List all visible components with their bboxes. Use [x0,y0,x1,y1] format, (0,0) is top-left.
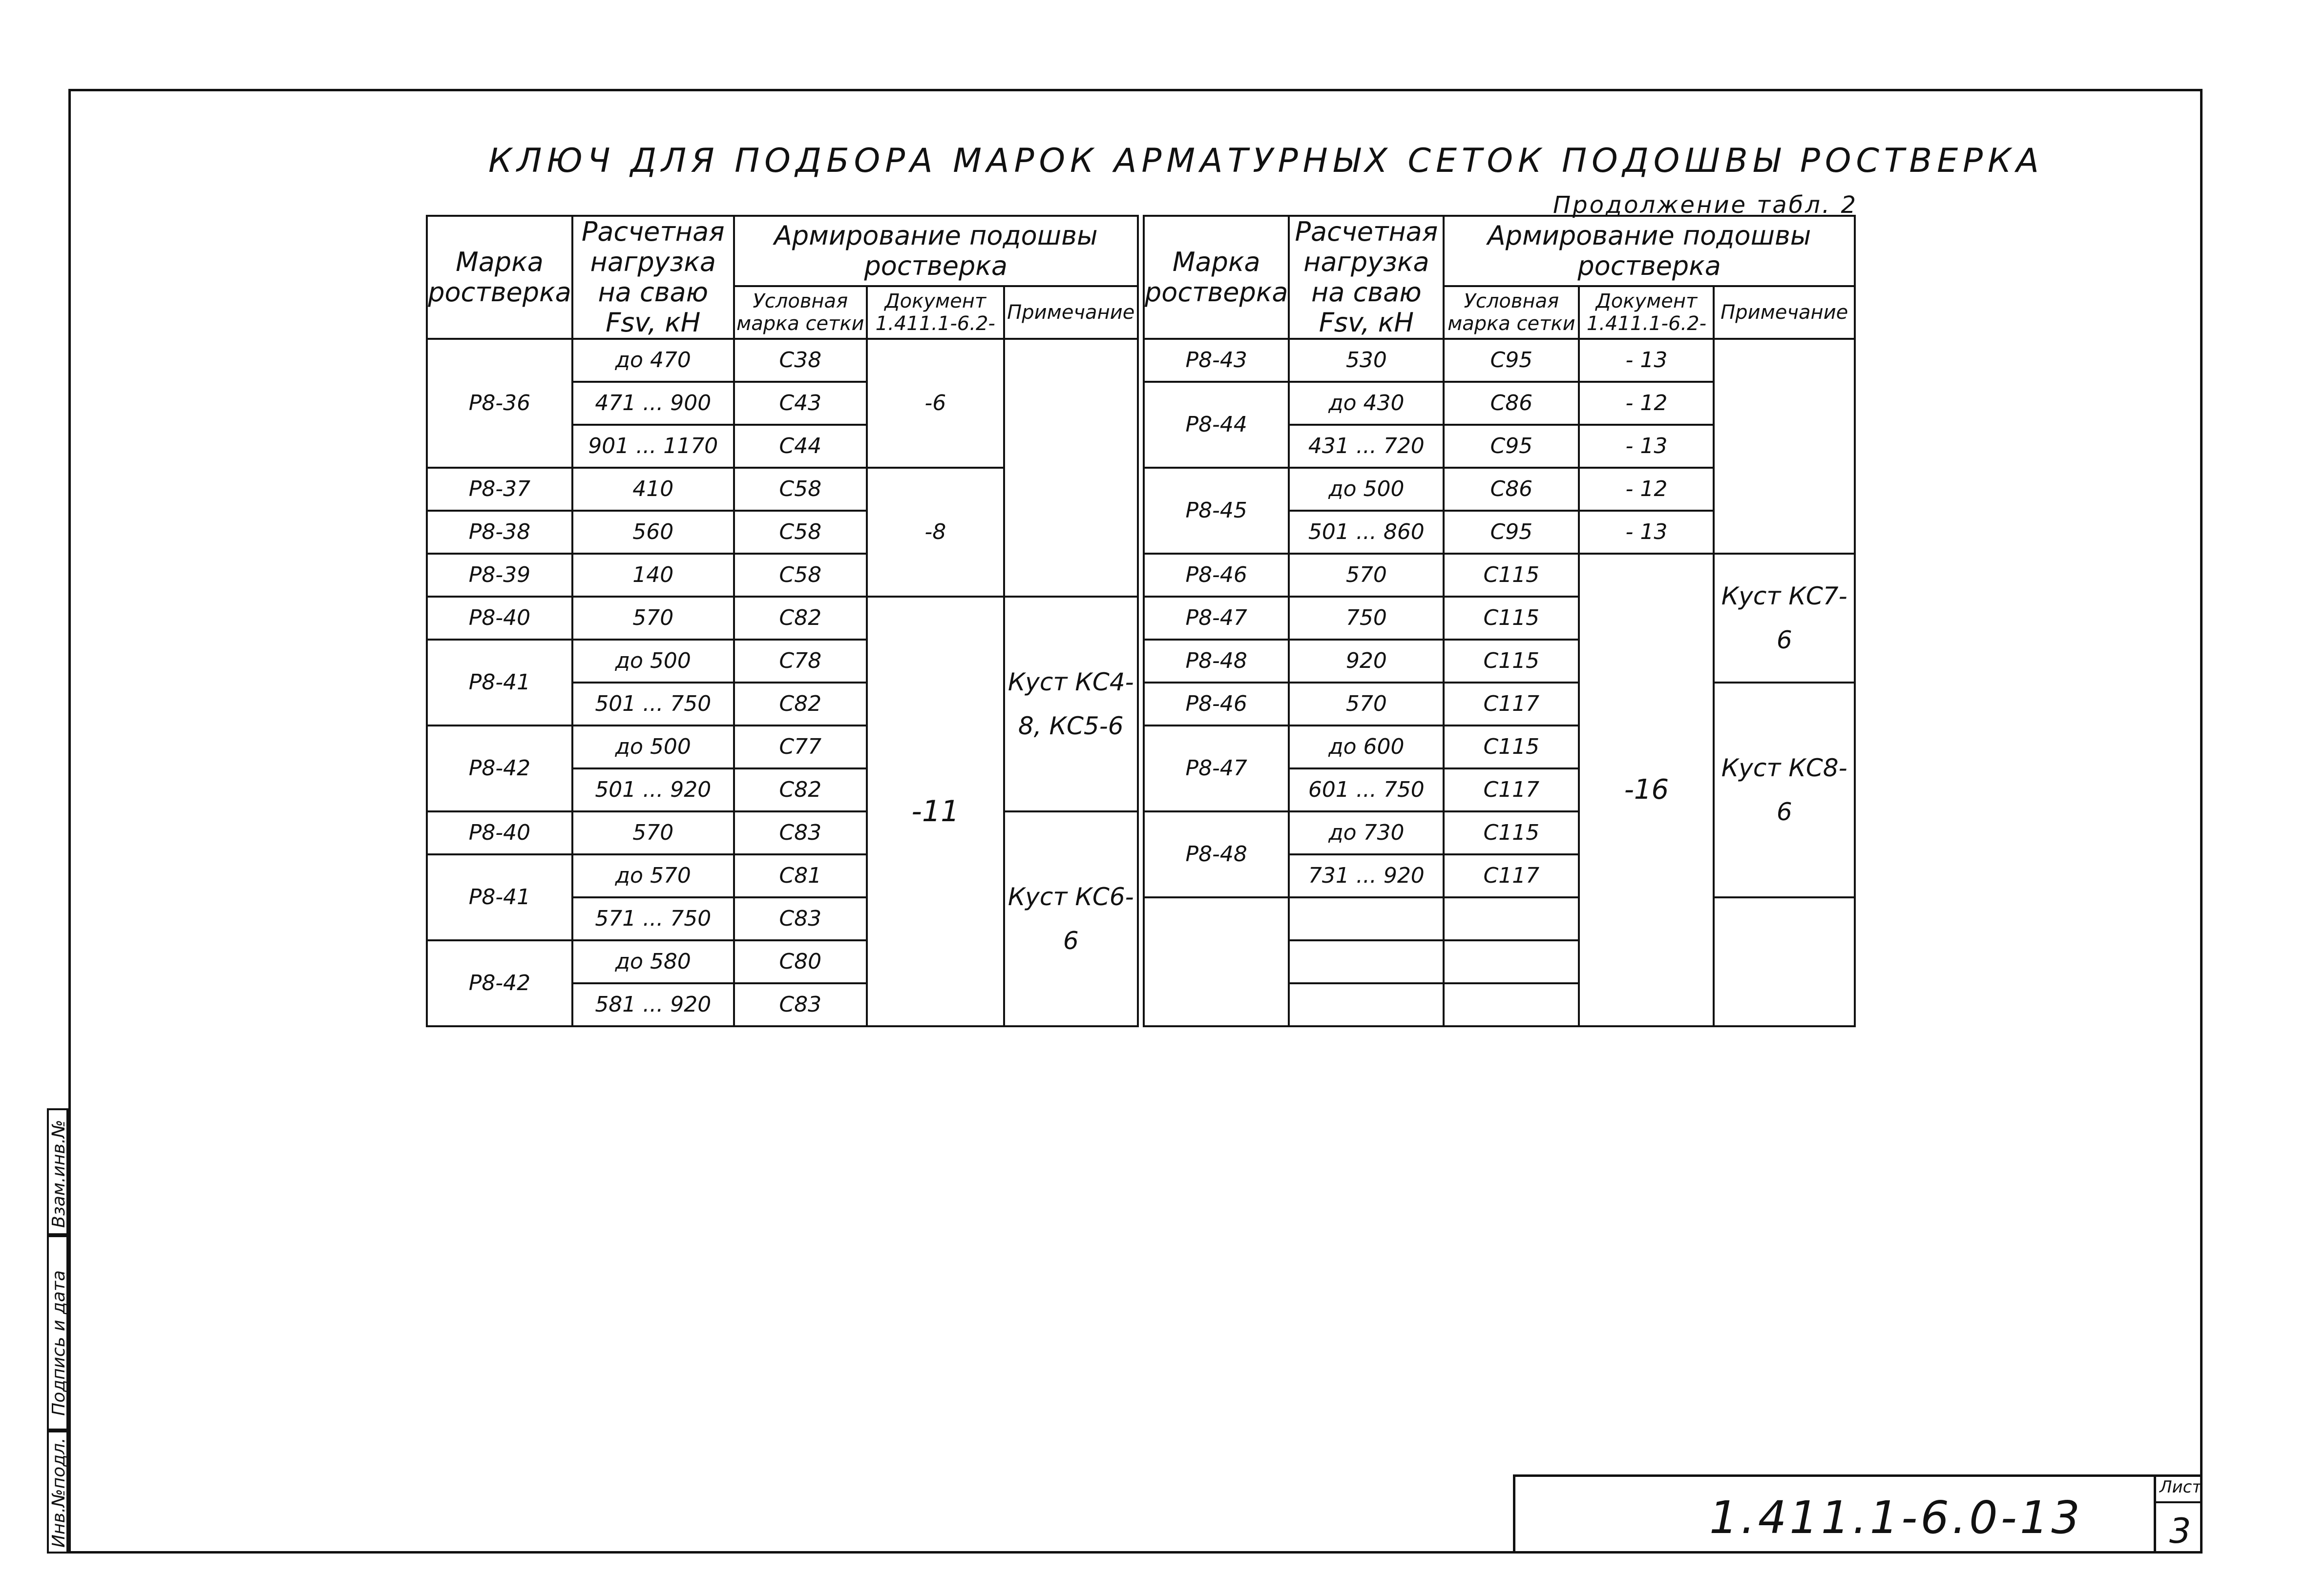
header-reinforcement: Армирование подошвы ростверка [734,216,1138,286]
header-note: Примечание [1714,286,1855,339]
mesh-cell: С83 [734,811,867,854]
empty-cell [1289,897,1444,940]
sheet-number: 3 [2169,1511,2191,1551]
mark-cell: Р8-41 [427,854,572,940]
mesh-cell: С77 [734,725,867,768]
sheet-label: Лист [2160,1477,2202,1497]
mark-cell: Р8-46 [1144,683,1289,725]
header-doc: Документ 1.411.1-6.2- [867,286,1004,339]
mesh-cell: С115 [1444,811,1579,854]
load-cell: 560 [572,511,734,554]
mark-cell: Р8-45 [1144,468,1289,554]
mesh-cell: С95 [1444,511,1579,554]
header-mark: Марка ростверка [427,216,572,339]
load-cell: 501 ... 920 [572,768,734,811]
mark-cell: Р8-47 [1144,597,1289,640]
mark-cell: Р8-42 [427,940,572,1026]
load-cell: 601 ... 750 [1289,768,1444,811]
mesh-cell: С82 [734,683,867,725]
mesh-cell: С115 [1444,554,1579,597]
mesh-cell: С82 [734,768,867,811]
load-cell: до 600 [1289,725,1444,768]
mesh-cell: С78 [734,640,867,683]
mark-cell: Р8-47 [1144,725,1289,811]
doc-cell: - 13 [1579,339,1714,382]
mesh-cell: С86 [1444,382,1579,425]
load-cell: 501 ... 860 [1289,511,1444,554]
mesh-cell: С44 [734,425,867,468]
mesh-cell: С117 [1444,768,1579,811]
mesh-cell: С115 [1444,725,1579,768]
header-reinforcement: Армирование подошвы ростверка [1444,216,1855,286]
mesh-cell: С117 [1444,683,1579,725]
empty-cell [1444,983,1579,1026]
mesh-cell: С58 [734,554,867,597]
mark-cell: Р8-48 [1144,811,1289,897]
doc-cell: - 13 [1579,511,1714,554]
note-cell [1004,339,1138,597]
doc-cell: -11 [867,597,1004,1026]
header-mesh: Условная марка сетки [1444,286,1579,339]
side-label-inventory: Инв.№подл. [49,1437,69,1548]
document-number: 1.411.1-6.0-13 [1709,1492,2083,1544]
empty-cell [1444,940,1579,983]
doc-cell: - 13 [1579,425,1714,468]
load-cell: 140 [572,554,734,597]
mesh-cell: С95 [1444,425,1579,468]
mesh-cell: С58 [734,468,867,511]
mark-cell: Р8-48 [1144,640,1289,683]
load-cell: 431 ... 720 [1289,425,1444,468]
mark-cell: Р8-43 [1144,339,1289,382]
note-cell: Куст КС7-6 [1714,554,1855,683]
load-cell: 570 [572,597,734,640]
doc-cell: - 12 [1579,382,1714,425]
page-title: КЛЮЧ ДЛЯ ПОДБОРА МАРОК АРМАТУРНЫХ СЕТОК ПОДОШВЫ РОСТВЕРКА [488,142,2044,180]
mark-cell: Р8-37 [427,468,572,511]
empty-cell [1289,940,1444,983]
mesh-cell: С115 [1444,597,1579,640]
load-cell: 501 ... 750 [572,683,734,725]
empty-cell [1444,897,1579,940]
mesh-cell: С86 [1444,468,1579,511]
left-table [426,215,1139,1027]
load-cell: 410 [572,468,734,511]
sheet-divider [2154,1501,2203,1503]
load-cell: 731 ... 920 [1289,854,1444,897]
load-cell: до 730 [1289,811,1444,854]
mesh-cell: С82 [734,597,867,640]
mesh-cell: С38 [734,339,867,382]
side-label-signature: Подпись и дата [49,1270,69,1416]
load-cell: до 470 [572,339,734,382]
mark-cell: Р8-40 [427,597,572,640]
load-cell: 750 [1289,597,1444,640]
note-cell [1714,339,1855,554]
mesh-cell: С83 [734,897,867,940]
load-cell: 570 [1289,683,1444,725]
mesh-cell: С43 [734,382,867,425]
mesh-cell: С115 [1444,640,1579,683]
empty-cell [1289,983,1444,1026]
mark-cell: Р8-42 [427,725,572,811]
load-cell: до 570 [572,854,734,897]
mesh-cell: С80 [734,940,867,983]
load-cell: 570 [1289,554,1444,597]
load-cell: до 500 [1289,468,1444,511]
right-table [1143,215,1856,1027]
mesh-cell: С83 [734,983,867,1026]
mark-cell: Р8-40 [427,811,572,854]
load-cell: до 500 [572,640,734,683]
mark-cell: Р8-44 [1144,382,1289,468]
note-cell: Куст КС4-8, КС5-6 [1004,597,1138,811]
header-mark: Марка ростверка [1144,216,1289,339]
mesh-cell: С58 [734,511,867,554]
mesh-cell: С95 [1444,339,1579,382]
header-load: Расчетная нагрузка на сваю Fsv, кН [1289,216,1444,339]
mark-cell: Р8-36 [427,339,572,468]
load-cell: 920 [1289,640,1444,683]
header-doc: Документ 1.411.1-6.2- [1579,286,1714,339]
load-cell: до 500 [572,725,734,768]
load-cell: 570 [572,811,734,854]
load-cell: до 430 [1289,382,1444,425]
empty-cell [1144,897,1289,1026]
load-cell: 471 ... 900 [572,382,734,425]
doc-cell: - 12 [1579,468,1714,511]
mark-cell: Р8-41 [427,640,572,725]
header-mesh: Условная марка сетки [734,286,867,339]
doc-cell: -16 [1579,554,1714,1026]
mark-cell: Р8-38 [427,511,572,554]
mesh-cell: С81 [734,854,867,897]
header-load: Расчетная нагрузка на сваю Fsv, кН [572,216,734,339]
load-cell: 530 [1289,339,1444,382]
doc-cell: -6 [867,339,1004,468]
doc-cell: -8 [867,468,1004,597]
load-cell: до 580 [572,940,734,983]
continuation-note: Продолжение табл. 2 [1553,191,1858,219]
note-cell: Куст КС8-6 [1714,683,1855,897]
header-note: Примечание [1004,286,1138,339]
load-cell: 571 ... 750 [572,897,734,940]
load-cell: 901 ... 1170 [572,425,734,468]
note-cell: Куст КС6-6 [1004,811,1138,1026]
side-label-replace: Взам.инв.№ [49,1119,69,1228]
mesh-cell: С117 [1444,854,1579,897]
empty-cell [1714,897,1855,1026]
load-cell: 581 ... 920 [572,983,734,1026]
mark-cell: Р8-46 [1144,554,1289,597]
mark-cell: Р8-39 [427,554,572,597]
